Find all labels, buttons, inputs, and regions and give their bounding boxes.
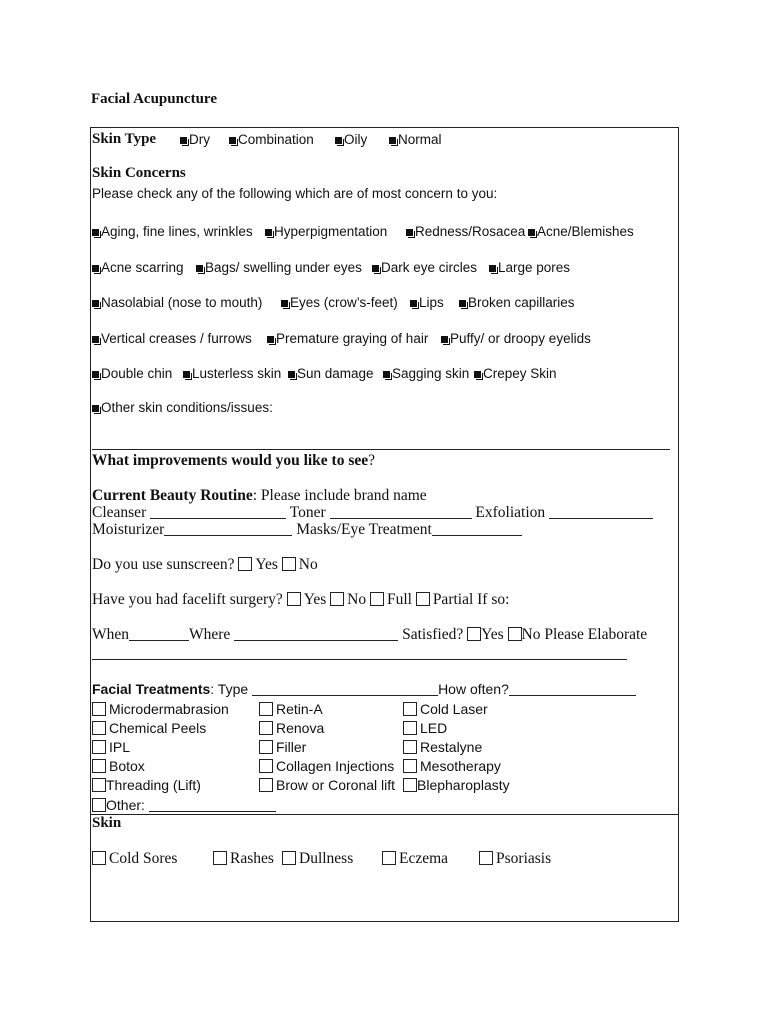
treatment-other[interactable]: Other: (92, 797, 276, 813)
treatment-filler[interactable]: Filler (259, 739, 306, 755)
toner-field[interactable] (330, 505, 472, 519)
skin-section-divider (90, 814, 679, 815)
skin-type-normal[interactable]: Normal (389, 132, 442, 147)
checkbox[interactable] (213, 851, 227, 865)
facelift-row: Have you had facelift surgery? Yes No Full Partial If so: (92, 591, 510, 608)
skin-type-row (92, 130, 156, 148)
routine-heading: Current Beauty Routine: Please include brand name (92, 487, 427, 504)
checkbox-icon[interactable] (383, 371, 390, 378)
moisturizer-field[interactable] (164, 522, 292, 536)
satisfied-no-checkbox[interactable] (508, 627, 522, 641)
concern-sagging[interactable]: Sagging skin (383, 366, 469, 381)
skin-type-label: Skin Type (92, 131, 157, 147)
facelift-no-checkbox[interactable] (330, 592, 344, 606)
checkbox[interactable] (92, 851, 106, 865)
checkbox[interactable] (403, 702, 417, 716)
skin-rashes[interactable]: Rashes (213, 850, 274, 868)
facelift-yes-checkbox[interactable] (287, 592, 301, 606)
checkbox-icon[interactable] (92, 336, 99, 343)
checkbox[interactable] (479, 851, 493, 865)
checkbox-icon[interactable] (288, 371, 295, 378)
treatment-brow-lift[interactable]: Brow or Coronal lift (259, 777, 395, 793)
checkbox-icon[interactable] (281, 300, 288, 307)
skin-dullness[interactable]: Dullness (282, 850, 353, 868)
sunscreen-no-checkbox[interactable] (282, 557, 296, 571)
checkbox-icon[interactable] (459, 300, 466, 307)
checkbox[interactable] (259, 759, 273, 773)
checkbox[interactable] (92, 778, 106, 792)
checkbox[interactable] (92, 702, 106, 716)
treatment-collagen[interactable]: Collagen Injections (259, 758, 394, 774)
concern-dark-circles[interactable]: Dark eye circles (372, 260, 477, 275)
treatment-renova[interactable]: Renova (259, 720, 324, 736)
checkbox[interactable] (259, 702, 273, 716)
other-treatment-field[interactable] (149, 798, 276, 812)
facelift-partial-checkbox[interactable] (416, 592, 430, 606)
treatment-microdermabrasion[interactable]: Microdermabrasion (92, 701, 229, 717)
skin-psoriasis[interactable]: Psoriasis (479, 850, 551, 868)
treatments-heading-row: Facial Treatments: Type How often? (92, 681, 636, 697)
checkbox-icon[interactable] (528, 229, 535, 236)
checkbox-icon[interactable] (474, 371, 481, 378)
checkbox-icon[interactable] (92, 371, 99, 378)
when-where-row: When Where Satisfied? Yes No Please Elaborate (92, 626, 648, 643)
checkbox-icon[interactable] (389, 137, 396, 144)
concern-aging[interactable]: Aging, fine lines, wrinkles (92, 224, 253, 239)
exfoliation-field[interactable] (549, 505, 653, 519)
concern-hyperpigmentation[interactable]: Hyperpigmentation (265, 224, 387, 239)
checkbox-icon[interactable] (265, 229, 272, 236)
checkbox-icon[interactable] (180, 137, 187, 144)
treatment-blepharoplasty[interactable]: Blepharoplasty (403, 777, 510, 793)
checkbox-icon[interactable] (441, 336, 448, 343)
checkbox[interactable] (92, 798, 106, 812)
treatment-ipl[interactable]: IPL (92, 739, 130, 755)
sunscreen-row: Do you use sunscreen? Yes No (92, 556, 318, 573)
cleanser-field[interactable] (150, 505, 286, 519)
checkbox-icon[interactable] (196, 265, 203, 272)
concern-lusterless[interactable]: Lusterless skin (183, 366, 281, 381)
skin-cold-sores[interactable]: Cold Sores (92, 850, 177, 868)
concern-puffy-eyelids[interactable]: Puffy/ or droopy eyelids (441, 331, 591, 346)
checkbox[interactable] (403, 778, 417, 792)
treatment-restalyne[interactable]: Restalyne (403, 739, 482, 755)
page-title: Facial Acupuncture (91, 91, 217, 107)
treatment-led[interactable]: LED (403, 720, 447, 736)
checkbox-icon[interactable] (372, 265, 379, 272)
checkbox-icon[interactable] (229, 137, 236, 144)
concern-other[interactable]: Other skin conditions/issues: (92, 400, 273, 415)
concern-double-chin[interactable]: Double chin (92, 366, 172, 381)
checkbox-icon[interactable] (92, 229, 99, 236)
checkbox[interactable] (282, 851, 296, 865)
concern-broken-capillaries[interactable]: Broken capillaries (459, 295, 575, 310)
checkbox-icon[interactable] (489, 265, 496, 272)
skin-heading: Skin (92, 815, 122, 831)
masks-field[interactable] (432, 522, 522, 536)
checkbox-icon[interactable] (183, 371, 190, 378)
checkbox-icon[interactable] (92, 300, 99, 307)
other-conditions-line[interactable] (92, 449, 670, 450)
treatment-type-field[interactable] (252, 682, 438, 696)
concern-graying[interactable]: Premature graying of hair (267, 331, 428, 346)
concern-bags[interactable]: Bags/ swelling under eyes (196, 260, 362, 275)
skin-concerns-instruction: Please check any of the following which are of most concern to you: (92, 186, 498, 201)
concern-redness[interactable]: Redness/Rosacea (406, 224, 525, 239)
concern-crepey[interactable]: Crepey Skin (474, 366, 557, 381)
checkbox-icon[interactable] (92, 405, 99, 412)
checkbox-icon[interactable] (335, 137, 342, 144)
checkbox[interactable] (92, 759, 106, 773)
checkbox[interactable] (259, 740, 273, 754)
skin-concerns-heading: Skin Concerns (92, 165, 186, 181)
checkbox[interactable] (403, 721, 417, 735)
concern-acne[interactable]: Acne/Blemishes (528, 224, 634, 239)
skin-type-combination[interactable]: Combination (229, 132, 314, 147)
treatment-cold-laser[interactable]: Cold Laser (403, 701, 488, 717)
checkbox[interactable] (259, 721, 273, 735)
concern-nasolabial[interactable]: Nasolabial (nose to mouth) (92, 295, 262, 310)
treatment-threading[interactable]: Threading (Lift) (92, 777, 201, 793)
where-field[interactable] (234, 627, 398, 641)
checkbox[interactable] (403, 740, 417, 754)
satisfied-yes-checkbox[interactable] (467, 627, 481, 641)
routine-row-2: Moisturizer Masks/Eye Treatment (92, 521, 522, 539)
checkbox[interactable] (92, 740, 106, 754)
concern-large-pores[interactable]: Large pores (489, 260, 570, 275)
checkbox[interactable] (259, 778, 273, 792)
treatment-retin-a[interactable]: Retin-A (259, 701, 323, 717)
facelift-full-checkbox[interactable] (370, 592, 384, 606)
concern-sun-damage[interactable]: Sun damage (288, 366, 374, 381)
checkbox-icon[interactable] (267, 336, 274, 343)
checkbox-icon[interactable] (406, 229, 413, 236)
how-often-field[interactable] (509, 682, 636, 696)
checkbox[interactable] (92, 721, 106, 735)
sunscreen-yes-checkbox[interactable] (238, 557, 252, 571)
checkbox[interactable] (382, 851, 396, 865)
concern-vertical-creases[interactable]: Vertical creases / furrows (92, 331, 252, 346)
treatment-chemical-peels[interactable]: Chemical Peels (92, 720, 206, 736)
improvements-question: What improvements would you like to see? (92, 452, 376, 469)
skin-type-dry[interactable]: Dry (180, 132, 210, 147)
concern-eyes[interactable]: Eyes (crow’s-feet) (281, 295, 398, 310)
skin-type-oily[interactable]: Oily (335, 132, 367, 147)
checkbox[interactable] (403, 759, 417, 773)
skin-eczema[interactable]: Eczema (382, 850, 448, 868)
checkbox-icon[interactable] (92, 265, 99, 272)
concern-acne-scarring[interactable]: Acne scarring (92, 260, 184, 275)
concern-lips[interactable]: Lips (410, 295, 444, 310)
routine-row-1: Cleanser Toner Exfoliation (92, 504, 653, 522)
treatment-mesotherapy[interactable]: Mesotherapy (403, 758, 501, 774)
when-field[interactable] (129, 627, 189, 641)
checkbox-icon[interactable] (410, 300, 417, 307)
treatment-botox[interactable]: Botox (92, 758, 145, 774)
elaborate-line[interactable] (92, 659, 627, 660)
